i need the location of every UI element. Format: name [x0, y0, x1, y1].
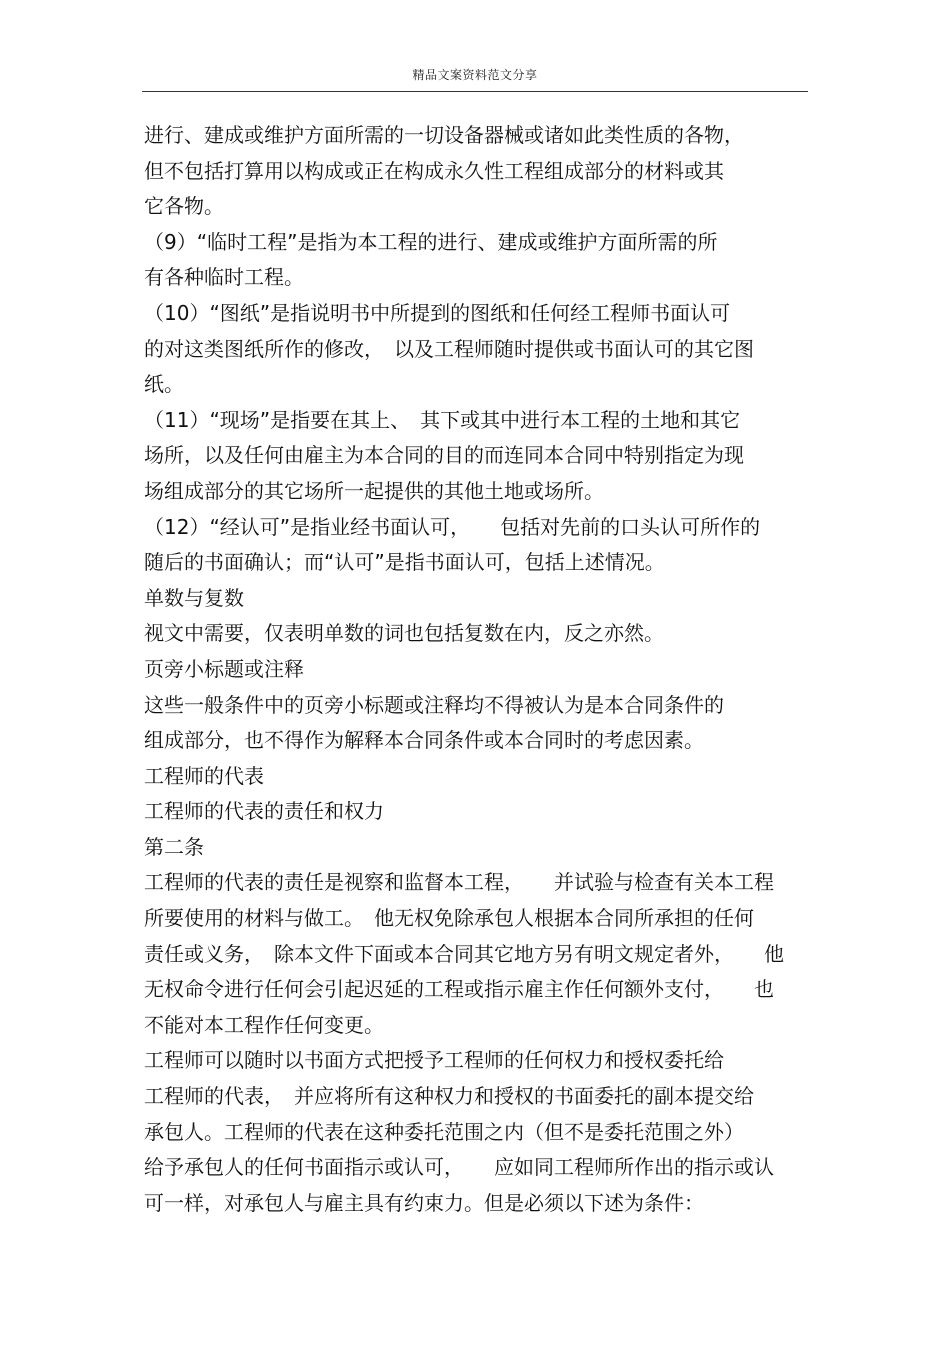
section-heading: 页旁小标题或注释 [144, 656, 304, 681]
section-heading: 工程师的代表的责任和权力 [144, 799, 384, 824]
section-heading: 单数与复数 [144, 585, 244, 610]
text-line: 的对这类图纸所作的修改， 以及工程师随时提供或书面认可的其它图 [144, 336, 754, 361]
text-line: （10）“图纸”是指说明书中所提到的图纸和任何经工程师书面认可 [144, 300, 731, 325]
text-line: 承包人。工程师的代表在这种委托范围之内（但不是委托范围之外） [144, 1119, 744, 1144]
text-line: 所要使用的材料与做工。 他无权免除承包人根据本合同所承担的任何 [144, 906, 754, 931]
text-line: 工程师的代表， 并应将所有这种权力和授权的书面委托的副本提交给 [144, 1084, 754, 1109]
header-divider [142, 91, 808, 92]
article-number: 第二条 [144, 834, 204, 859]
text-line: 可一样，对承包人与雇主具有约束力。但是必须以下述为条件： [144, 1190, 704, 1215]
text-line: 它各物。 [144, 194, 224, 219]
text-line: （12）“经认可”是指业经书面认可， 包括对先前的口头认可所作的 [144, 514, 761, 539]
text-line: 视文中需要，仅表明单数的词也包括复数在内，反之亦然。 [144, 621, 664, 646]
text-line: 工程师的代表的责任是视察和监督本工程， 并试验与检查有关本工程 [144, 870, 774, 895]
text-line: 责任或义务， 除本文件下面或本合同其它地方另有明文规定者外， 他 [144, 941, 784, 966]
document-body [144, 118, 814, 1221]
text-line: 有各种临时工程。 [144, 265, 304, 290]
text-line: （9）“临时工程”是指为本工程的进行、建成或维护方面所需的所 [144, 229, 718, 254]
text-line: 这些一般条件中的页旁小标题或注释均不得被认为是本合同条件的 [144, 692, 724, 717]
text-line: 纸。 [144, 372, 184, 397]
text-line: （11）“现场”是指要在其上、 其下或其中进行本工程的土地和其它 [144, 407, 741, 432]
text-line: 场组成部分的其它场所一起提供的其他土地或场所。 [144, 478, 604, 503]
text-line: 无权命令进行任何会引起迟延的工程或指示雇主作任何额外支付， 也 [144, 977, 774, 1002]
text-line: 随后的书面确认；而“认可”是指书面认可，包括上述情况。 [144, 550, 665, 575]
text-line: 但不包括打算用以构成或正在构成永久性工程组成部分的材料或其 [144, 158, 724, 183]
text-line: 不能对本工程作任何变更。 [144, 1012, 384, 1037]
page-header-title: 精品文案资料范文分享 [412, 68, 538, 82]
text-line: 组成部分，也不得作为解释本合同条件或本合同时的考虑因素。 [144, 728, 704, 753]
text-line: 场所，以及任何由雇主为本合同的目的而连同本合同中特别指定为现 [144, 443, 744, 468]
text-line: 给予承包人的任何书面指示或认可， 应如同工程师所作出的指示或认 [144, 1155, 774, 1180]
text-line: 工程师可以随时以书面方式把授予工程师的任何权力和授权委托给 [144, 1048, 724, 1073]
section-heading: 工程师的代表 [144, 763, 264, 788]
text-line: 进行、建成或维护方面所需的一切设备器械或诸如此类性质的各物， [144, 123, 744, 147]
